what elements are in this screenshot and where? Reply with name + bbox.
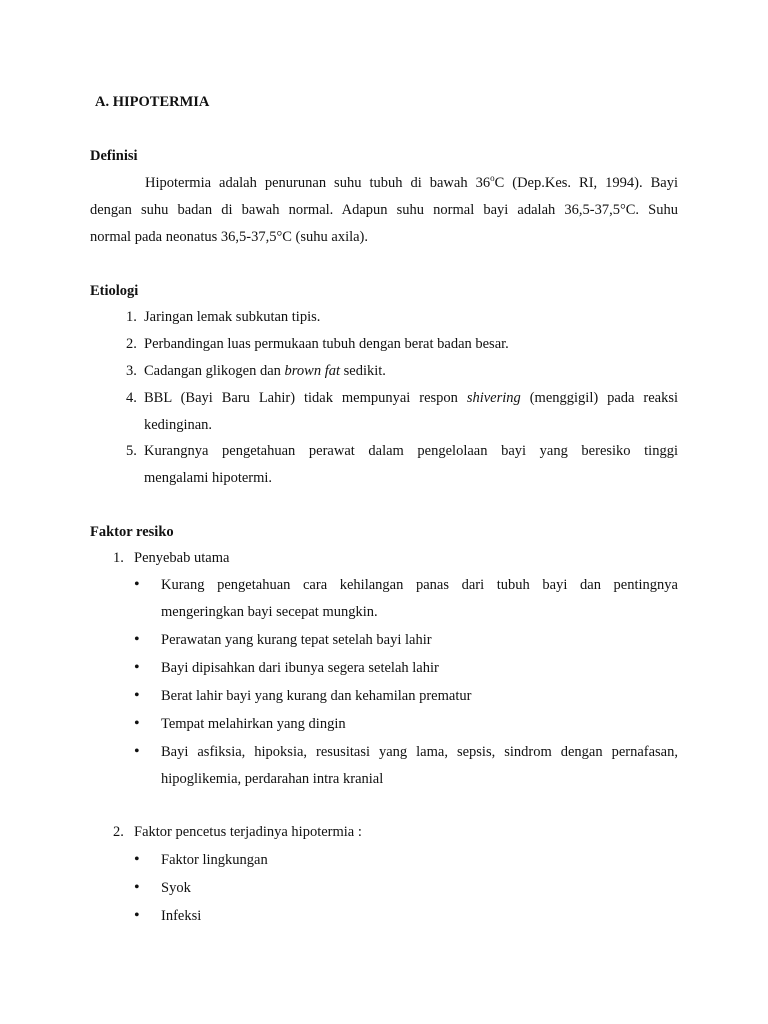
group-number: 2. — [113, 824, 124, 840]
list-item-number: 2. — [126, 336, 137, 352]
list-item-continuation: kedinginan. — [144, 417, 213, 433]
faktor-resiko-heading: Faktor resiko — [90, 524, 174, 540]
bullet-item-continuation: hipoglikemia, perdarahan intra kranial — [161, 771, 384, 787]
list-item: Kurangnya pengetahuan perawat dalam pengelolaan bayi yang beresiko tinggi — [144, 443, 678, 459]
bullet-icon: • — [134, 715, 140, 732]
list-item-number: 5. — [126, 443, 137, 459]
etiologi-heading: Etiologi — [90, 283, 139, 299]
bullet-icon: • — [134, 631, 140, 648]
bullet-item: Infeksi — [161, 908, 202, 924]
bullet-icon: • — [134, 576, 140, 593]
bullet-icon: • — [134, 659, 140, 676]
list-item: Jaringan lemak subkutan tipis. — [144, 309, 321, 325]
list-item-number: 3. — [126, 363, 137, 379]
definisi-line-3: normal pada neonatus 36,5-37,5°C (suhu axila). — [90, 229, 369, 245]
group-title: Penyebab utama — [134, 550, 230, 566]
bullet-item: Kurang pengetahuan cara kehilangan panas dari tubuh bayi dan pentingnya — [161, 577, 678, 593]
bullet-item: Bayi asfiksia, hipoksia, resusitasi yang lama, sepsis, sindrom dengan pernafasan, — [161, 744, 678, 760]
bullet-icon: • — [134, 687, 140, 704]
definisi-line-1-tail: C (Dep.Kes. RI, 1994). Bayi — [494, 175, 678, 191]
list-item: Perbandingan luas permukaan tubuh dengan berat badan besar. — [144, 336, 509, 352]
degree-superscript: o — [490, 173, 495, 184]
definisi-line-1 — [145, 174, 678, 192]
bullet-item: Faktor lingkungan — [161, 852, 268, 868]
definisi-heading: Definisi — [90, 148, 138, 164]
bullet-item: Tempat melahirkan yang dingin — [161, 716, 346, 732]
list-item: BBL (Bayi Baru Lahir) tidak mempunyai respon shivering (menggigil) pada reaksi — [144, 390, 678, 406]
list-item-continuation: mengalami hipotermi. — [144, 470, 273, 486]
group-title: Faktor pencetus terjadinya hipotermia : — [134, 824, 362, 840]
bullet-item: Perawatan yang kurang tepat setelah bayi lahir — [161, 632, 432, 648]
bullet-item: Berat lahir bayi yang kurang dan kehamilan prematur — [161, 688, 472, 704]
emphasis-term: brown fat — [284, 363, 341, 379]
bullet-icon: • — [134, 851, 140, 868]
bullet-icon: • — [134, 879, 140, 896]
list-item-number: 4. — [126, 390, 137, 406]
section-heading: A. HIPOTERMIA — [95, 94, 210, 110]
definisi-line-2: dengan suhu badan di bawah normal. Adapun suhu normal bayi adalah 36,5-37,5°C. Suhu — [90, 202, 678, 218]
bullet-icon: • — [134, 907, 140, 924]
definisi-line-1-text: Hipotermia adalah penurunan suhu tubuh di bawah 36 — [145, 175, 491, 191]
bullet-item: Syok — [161, 880, 191, 896]
bullet-icon: • — [134, 743, 140, 760]
bullet-item: Bayi dipisahkan dari ibunya segera setelah lahir — [161, 660, 439, 676]
list-item-number: 1. — [126, 309, 137, 325]
group-number: 1. — [113, 550, 124, 566]
emphasis-term: shivering — [466, 390, 521, 406]
list-item: Cadangan glikogen dan brown fat sedikit. — [144, 363, 386, 379]
bullet-item-continuation: mengeringkan bayi secepat mungkin. — [161, 604, 378, 620]
